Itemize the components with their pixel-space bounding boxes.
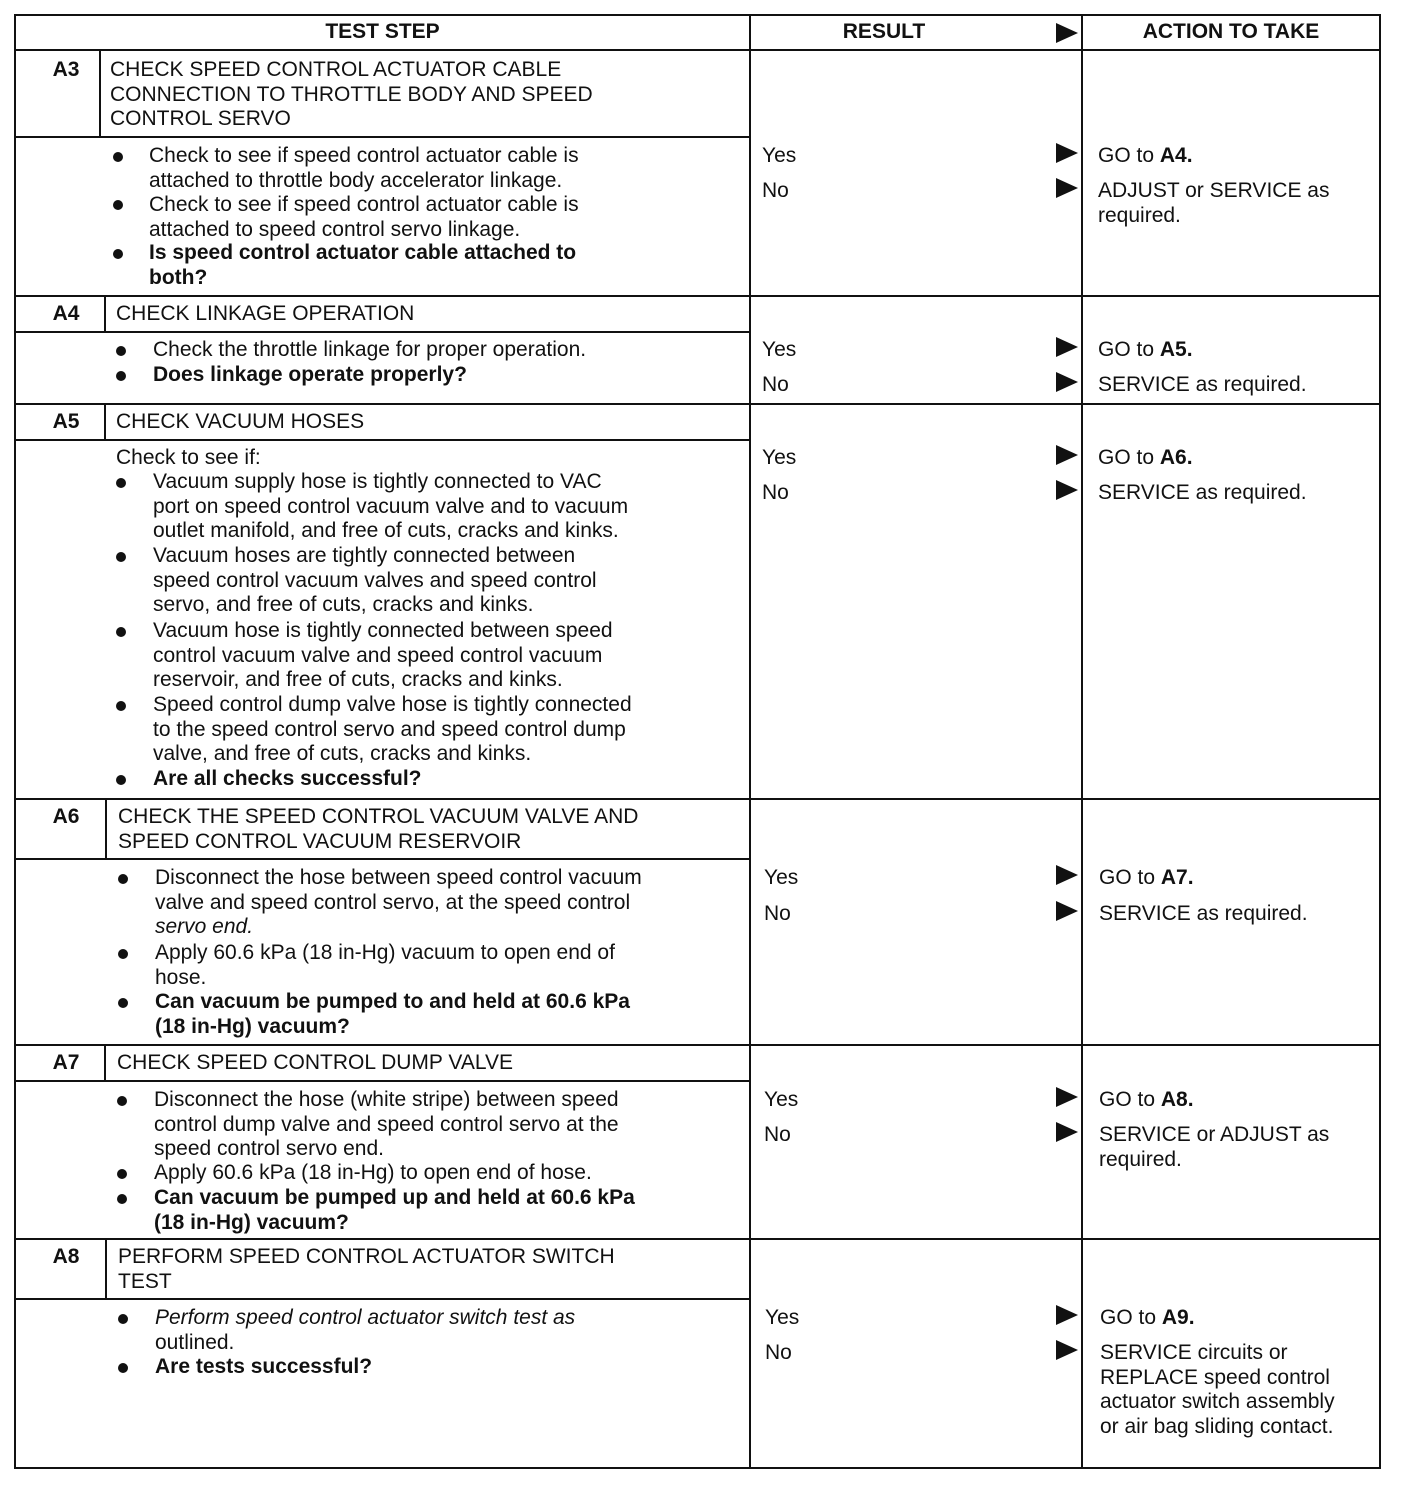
step-id-a8: A8 xyxy=(52,1245,80,1268)
arrow-right-icon xyxy=(1056,480,1078,500)
step-bullet: Speed control dump valve hose is tightly connected to the speed control servo and speed control dump valve, and free of cuts, cracks and kinks. xyxy=(153,693,632,765)
step-question: Are tests successful? xyxy=(155,1355,373,1378)
bullet-icon xyxy=(116,346,126,356)
step-title-divider xyxy=(16,858,749,860)
header-action: ACTION TO TAKE xyxy=(1142,20,1320,43)
action-no: SERVICE circuits or REPLACE speed control actuator switch assembly or air bag sliding contact. xyxy=(1100,1341,1335,1438)
action-no: SERVICE as required. xyxy=(1099,902,1308,925)
bullet-icon xyxy=(117,1096,127,1106)
bullet-icon xyxy=(113,200,123,210)
header-arrow-icon xyxy=(1056,23,1078,43)
action-yes: GO to A5. xyxy=(1098,338,1193,361)
bullet-icon xyxy=(116,701,126,711)
step-title-divider xyxy=(16,1298,749,1300)
arrow-right-icon xyxy=(1056,1122,1078,1142)
bullet-icon xyxy=(113,249,123,259)
column-divider-result xyxy=(749,16,751,1467)
step-id-divider xyxy=(104,297,106,331)
step-bullet: Apply 60.6 kPa (18 in-Hg) vacuum to open end of hose. xyxy=(155,941,615,989)
arrow-right-icon xyxy=(1056,1305,1078,1325)
step-bullet: Check to see if speed control actuator cable is attached to throttle body accelerator linkage. xyxy=(149,144,579,192)
bullet-icon xyxy=(116,552,126,562)
bullet-icon xyxy=(118,1314,128,1324)
step-id-divider xyxy=(99,51,101,136)
step-question: Can vacuum be pumped up and held at 60.6 kPa (18 in-Hg) vacuum? xyxy=(154,1186,635,1234)
step-bullet: Check to see if speed control actuator cable is attached to speed control servo linkage. xyxy=(149,193,579,241)
result-no: No xyxy=(762,373,789,396)
step-bullet: Perform speed control actuator switch test as outlined. xyxy=(155,1306,576,1354)
step-id-a6: A6 xyxy=(52,805,80,828)
result-yes: Yes xyxy=(762,144,797,167)
step-title-a3: CHECK SPEED CONTROL ACTUATOR CABLE CONNECTION TO THROTTLE BODY AND SPEED CONTROL SERVO xyxy=(110,58,593,130)
step-title-divider xyxy=(16,439,749,441)
step-id-a5: A5 xyxy=(52,410,80,433)
step-id-divider xyxy=(105,800,107,858)
arrow-right-icon xyxy=(1056,178,1078,198)
step-divider xyxy=(16,798,1379,800)
result-yes: Yes xyxy=(762,446,797,469)
step-bullet: Vacuum hoses are tightly connected between speed control vacuum valves and speed control servo, and free of cuts, cracks and kinks. xyxy=(153,544,597,616)
header-divider xyxy=(16,49,1379,51)
arrow-right-icon xyxy=(1056,143,1078,163)
action-no: SERVICE or ADJUST as required. xyxy=(1099,1123,1330,1171)
action-no: SERVICE as required. xyxy=(1098,481,1307,504)
step-bullet: Disconnect the hose between speed control vacuum valve and speed control servo, at the speed control servo end. xyxy=(155,866,642,938)
step-title-divider xyxy=(16,1080,749,1082)
step-divider xyxy=(16,1238,1379,1240)
step-question: Can vacuum be pumped to and held at 60.6 kPa (18 in-Hg) vacuum? xyxy=(155,990,630,1038)
step-id-divider xyxy=(104,1046,106,1080)
step-divider xyxy=(16,403,1379,405)
action-yes: GO to A8. xyxy=(1099,1088,1194,1111)
bullet-icon xyxy=(118,1363,128,1373)
step-divider xyxy=(16,1044,1379,1046)
step-divider xyxy=(16,295,1379,297)
arrow-right-icon xyxy=(1056,445,1078,465)
result-yes: Yes xyxy=(762,338,797,361)
arrow-right-icon xyxy=(1056,901,1078,921)
step-question: Does linkage operate properly? xyxy=(153,363,467,386)
diagnostic-table xyxy=(14,14,1381,1469)
result-no: No xyxy=(764,1123,791,1146)
header-result: RESULT xyxy=(842,20,926,43)
step-id-a3: A3 xyxy=(52,58,80,81)
action-yes: GO to A9. xyxy=(1100,1306,1195,1329)
step-title-a8: PERFORM SPEED CONTROL ACTUATOR SWITCH TEST xyxy=(118,1245,615,1293)
bullet-icon xyxy=(116,627,126,637)
action-yes: GO to A4. xyxy=(1098,144,1193,167)
step-title-divider xyxy=(16,136,749,138)
bullet-icon xyxy=(117,1194,127,1204)
result-yes: Yes xyxy=(765,1306,800,1329)
result-yes: Yes xyxy=(764,866,799,889)
arrow-right-icon xyxy=(1056,865,1078,885)
step-bullet: Disconnect the hose (white stripe) between speed control dump valve and speed control servo at the speed control servo end. xyxy=(154,1088,619,1160)
step-question: Is speed control actuator cable attached to both? xyxy=(149,241,577,289)
step-title-a7: CHECK SPEED CONTROL DUMP VALVE xyxy=(117,1051,513,1074)
arrow-right-icon xyxy=(1056,372,1078,392)
bullet-icon xyxy=(116,775,126,785)
step-bullet: Vacuum hose is tightly connected between speed control vacuum valve and speed control vacuum reservoir, and free of cuts, cracks and kinks. xyxy=(153,619,613,691)
step-id-a4: A4 xyxy=(52,302,80,325)
column-divider-action xyxy=(1081,16,1083,1467)
result-yes: Yes xyxy=(764,1088,799,1111)
step-title-a6: CHECK THE SPEED CONTROL VACUUM VALVE AND SPEED CONTROL VACUUM RESERVOIR xyxy=(118,805,639,853)
step-intro: Check to see if: xyxy=(116,446,261,469)
arrow-right-icon xyxy=(1056,1087,1078,1107)
step-bullet: Vacuum supply hose is tightly connected to VAC port on speed control vacuum valve and to vacuum outlet manifold, and free of cuts, cracks and kinks. xyxy=(153,470,629,542)
header-test-step: TEST STEP xyxy=(325,20,440,43)
bullet-icon xyxy=(113,152,123,162)
step-id-a7: A7 xyxy=(52,1051,80,1074)
action-yes: GO to A6. xyxy=(1098,446,1193,469)
bullet-icon xyxy=(116,371,126,381)
action-yes: GO to A7. xyxy=(1099,866,1194,889)
bullet-icon xyxy=(118,949,128,959)
result-no: No xyxy=(765,1341,792,1364)
step-bullet: Apply 60.6 kPa (18 in-Hg) to open end of hose. xyxy=(154,1161,592,1184)
action-no: ADJUST or SERVICE as required. xyxy=(1098,179,1330,227)
step-title-divider xyxy=(16,331,749,333)
bullet-icon xyxy=(116,478,126,488)
step-title-a4: CHECK LINKAGE OPERATION xyxy=(116,302,415,325)
bullet-icon xyxy=(117,1169,127,1179)
result-no: No xyxy=(762,481,789,504)
bullet-icon xyxy=(118,998,128,1008)
arrow-right-icon xyxy=(1056,1340,1078,1360)
step-bullet: Check the throttle linkage for proper operation. xyxy=(153,338,587,361)
arrow-right-icon xyxy=(1056,337,1078,357)
step-id-divider xyxy=(105,1240,107,1298)
result-no: No xyxy=(764,902,791,925)
action-no: SERVICE as required. xyxy=(1098,373,1307,396)
step-question: Are all checks successful? xyxy=(153,767,422,790)
step-id-divider xyxy=(104,405,106,439)
result-no: No xyxy=(762,179,789,202)
bullet-icon xyxy=(118,874,128,884)
step-title-a5: CHECK VACUUM HOSES xyxy=(116,410,365,433)
